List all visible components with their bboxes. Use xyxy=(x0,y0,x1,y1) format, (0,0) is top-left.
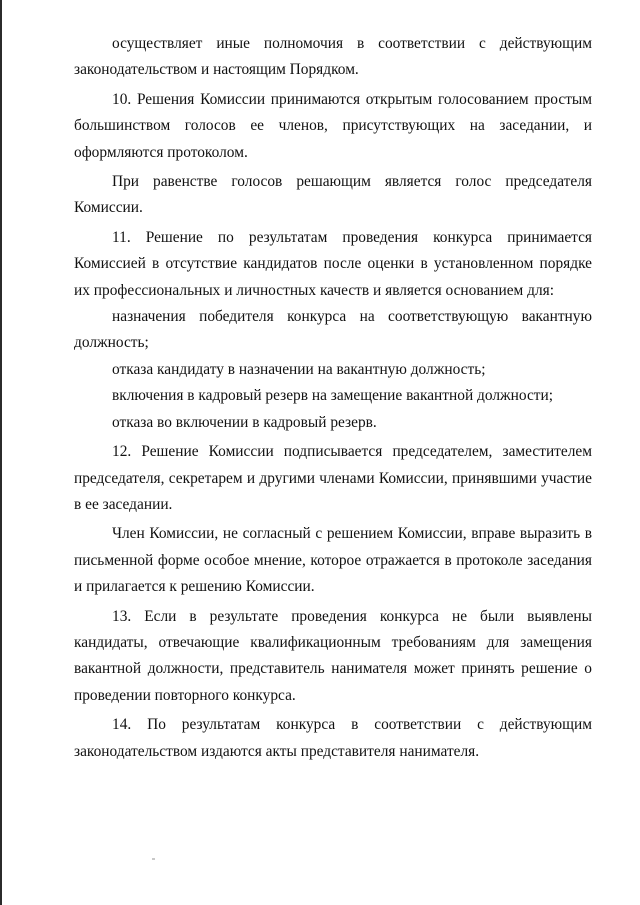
list-item-appointment: назначения победителя конкурса на соответствующую вакантную должность; xyxy=(74,308,592,352)
paragraph-item-14: 14. По результатам конкурса в соответствии с действующим законодательством издаются акты представителя нанимателя. xyxy=(74,716,592,760)
paragraph-item-12: 12. Решение Комиссии подписывается председателем, заместителем председателя, секретарем и другими членами Комиссии, принявшими участие в ее заседании. xyxy=(74,443,592,513)
scan-speck xyxy=(152,858,155,860)
list-item-reserve-refusal: отказа во включении в кадровый резерв. xyxy=(112,413,377,431)
paragraph-item-11: 11. Решение по результатам проведения конкурса принимается Комиссией в отсутствие кандидатов после оценки в установленном порядке их профессиональных и личностных качеств и является основанием для: xyxy=(74,228,592,299)
document-body xyxy=(74,31,592,765)
paragraph-item-13: 13. Если в результате проведения конкурса не были выявлены кандидаты, отвечающие квалификационным требованиям для замещения вакантной должности, представитель нанимателя может принять решение о проведении повторного конкурса. xyxy=(74,607,592,704)
paragraph-item-10: 10. Решения Комиссии принимаются открытым голосованием простым большинством голосов ее членов, присутствующих на заседании, и оформляются протоколом. xyxy=(74,90,592,161)
list-item-reserve-inclusion: включения в кадровый резерв на замещение вакантной должности; xyxy=(112,387,554,405)
paragraph-tie-vote: При равенстве голосов решающим является голос председателя Комиссии. xyxy=(74,173,592,217)
list-item-refusal-appointment: отказа кандидату в назначении на вакантную должность; xyxy=(112,360,486,378)
paragraph-dissent: Член Комиссии, не согласный с решением Комиссии, вправе выразить в письменной форме особое мнение, которое отражается в протоколе заседания и прилагается к решению Комиссии. xyxy=(74,525,592,596)
paragraph-continuation: осуществляет иные полномочия в соответствии с действующим законодательством и настоящим Порядком. xyxy=(74,35,592,79)
